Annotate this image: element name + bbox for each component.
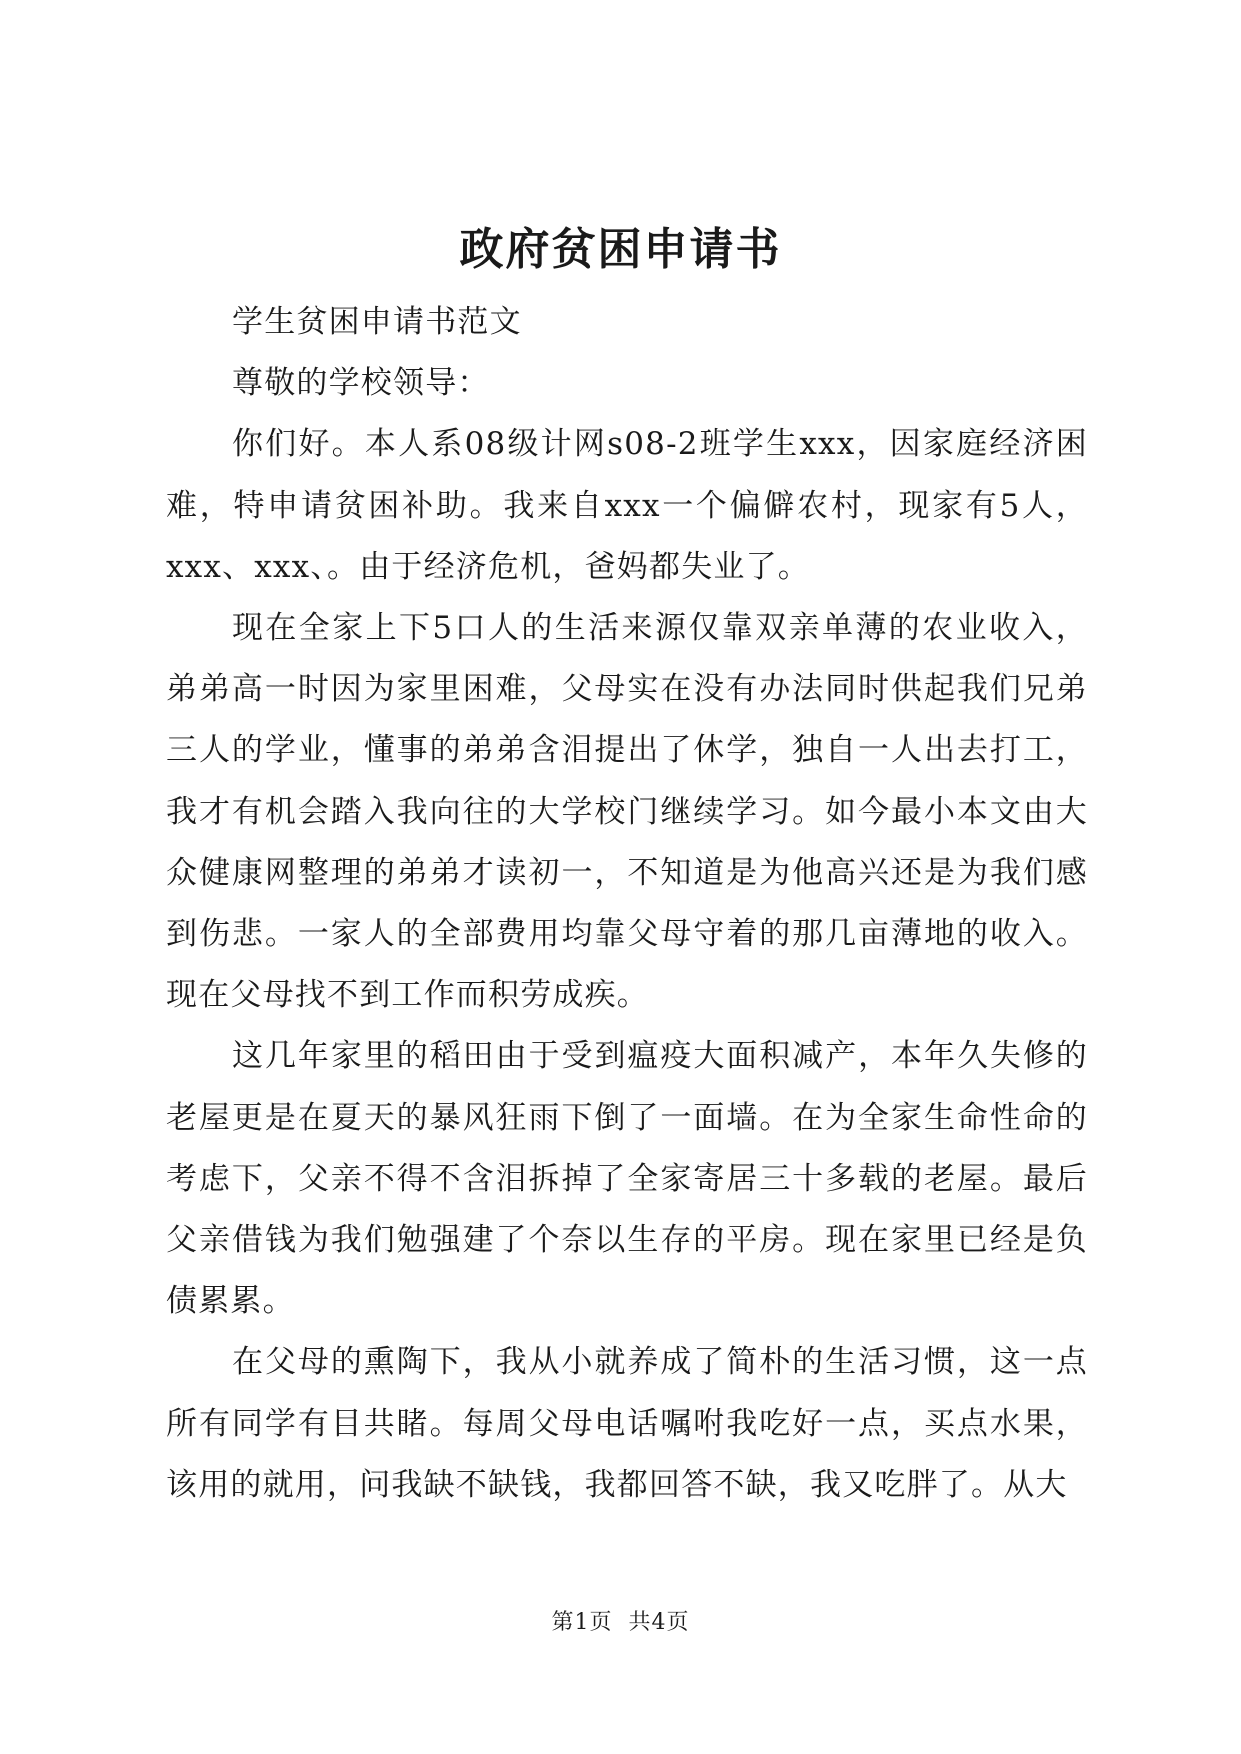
document-title: 政府贫困申请书 <box>459 224 782 275</box>
page-footer <box>0 1608 1241 1638</box>
page-total: 共4页 <box>628 1610 690 1635</box>
paragraph-intro: 你们好。本人系08级计网s08-2班学生xxx，因家庭经济困难，特申请贫困补助。我来自xxx一个偏僻农村，现家有5人，xxx、xxx、。由于经济危机，爸妈都失业了。 <box>166 426 1088 585</box>
paragraph-house: 这几年家里的稻田由于受到瘟疫大面积减产，本年久失修的老屋更是在夏天的暴风狂雨下倒了一面墙。在为全家生命性命的考虑下，父亲不得不含泪拆掉了全家寄居三十多载的老屋。最后父亲借钱为我们勉强建了个奈以生存的平房。现在家里已经是负债累累。 <box>166 1038 1088 1320</box>
paragraph-family-income: 现在全家上下5口人的生活来源仅靠双亲单薄的农业收入，弟弟高一时因为家里困难，父母实在没有办法同时供起我们兄弟三人的学业，懂事的弟弟含泪提出了休学，独自一人出去打工，我才有机会踏入我向往的大学校门继续学习。如今最小本文由大众健康网整理的弟弟才读初一，不知道是为他高兴还是为我们感到伤悲。一家人的全部费用均靠父母守着的那几亩薄地的收入。现在父母找不到工作而积劳成疾。 <box>166 610 1088 1014</box>
document-body <box>166 292 1088 1516</box>
paragraph-salutation: 尊敬的学校领导： <box>232 365 490 402</box>
paragraph-subtitle: 学生贫困申请书范文 <box>232 304 522 340</box>
paragraph-lifestyle: 在父母的熏陶下，我从小就养成了简朴的生活习惯，这一点所有同学有目共睹。每周父母电话嘱咐我吃好一点，买点水果，该用的就用，问我缺不缺钱，我都回答不缺，我又吃胖了。从大 <box>166 1344 1088 1503</box>
page-number: 第1页 <box>551 1610 613 1635</box>
